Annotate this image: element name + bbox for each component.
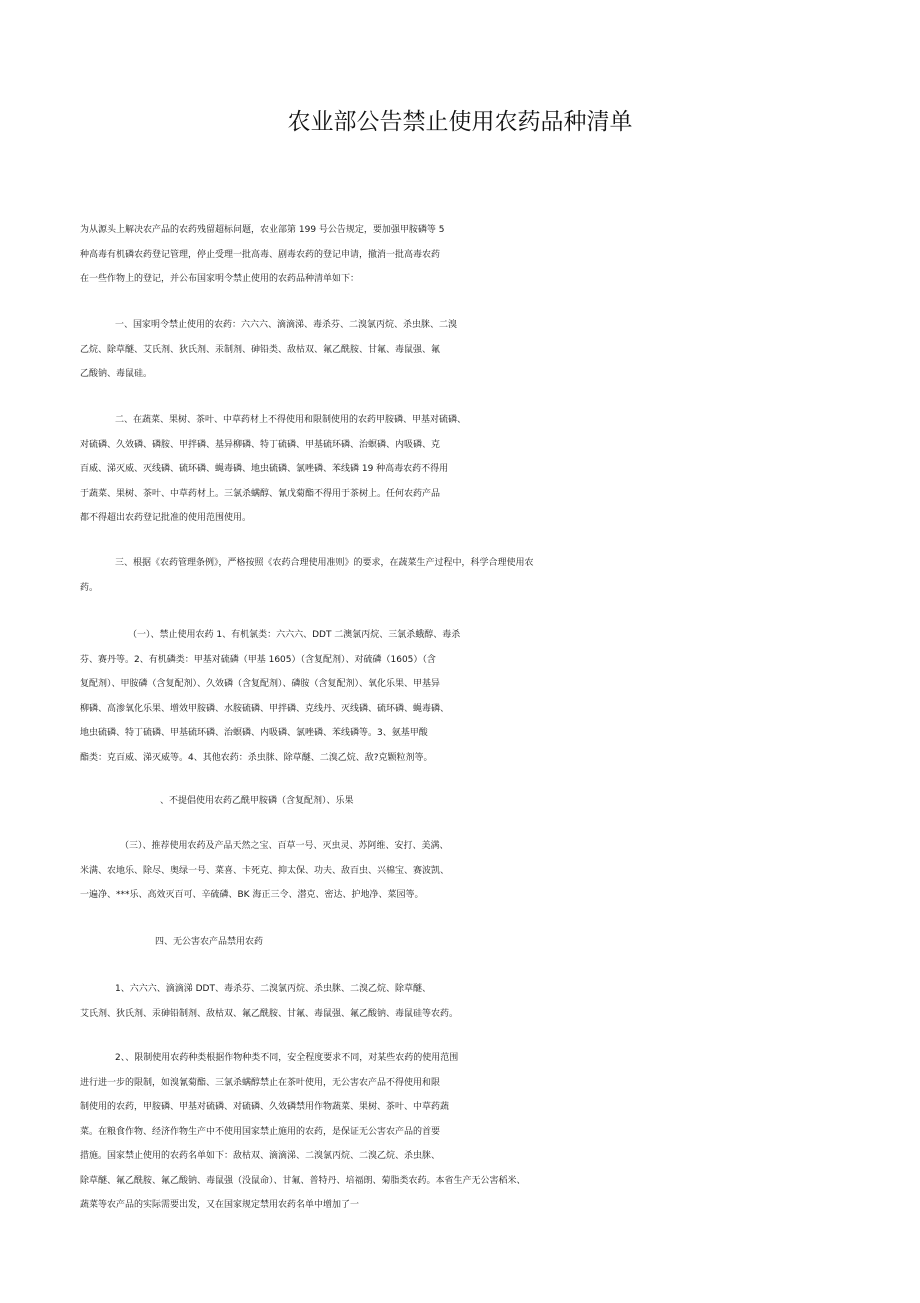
text-line: 乙烷、除草醚、艾氏剂、狄氏剂、汞制剂、砷铅类、敌枯双、氟乙酰胺、甘氟、毒鼠强、氟 bbox=[80, 344, 441, 355]
text-line: 柳磷、高渗氧化乐果、增效甲胺磷、水胺硫磷、甲拌磷、克线丹、灭线磷、硫环磷、蝇毒磷、 bbox=[80, 703, 450, 714]
text-line: 一遍净、***乐、高效灭百可、辛硫磷、BK 海正三令、潜克、密达、护地净、菜园等。 bbox=[80, 890, 424, 900]
text-line: 米满、农地乐、除尽、奥绿一号、菜喜、卡死克、抑太保、功夫、敌百虫、兴棉宝、赛波凯、 bbox=[80, 865, 450, 876]
section-3-3-paragraph bbox=[80, 834, 860, 908]
text-line: 酯类：克百威、涕灭威等。4、其他农药：杀虫脒、除草醚、二溴乙烷、敌?克颗粒剂等。 bbox=[80, 752, 433, 763]
text-line: 都不得超出农药登记批准的使用范围使用。 bbox=[80, 513, 252, 523]
text-line: （一）、禁止使用农药 1、有机氯类：六六六、DDT 二澳氯丙烷、三氯杀蛾醇、毒杀 bbox=[128, 630, 461, 640]
text-line: 为从源头上解决农产品的农药残留超标问题，农业部第 199 号公告规定，要加强甲胺磷等 5 bbox=[80, 225, 445, 235]
text-line: 药。 bbox=[80, 582, 99, 593]
section-4-2-paragraph bbox=[80, 1046, 860, 1218]
text-line: 百威、涕灭威、灭线磷、硫环磷、蝇毒磷、地虫硫磷、氯唑磷、苯线磷 19 种高毒农药不得用 bbox=[80, 464, 449, 474]
text-line: 除草醚、氟乙酰胺、氟乙酸钠、毒鼠强（没鼠命）、甘氟、普特丹、培福朗、菊脂类农药。本省生产无公害稻米、 bbox=[80, 1175, 526, 1186]
intro-paragraph bbox=[80, 218, 860, 292]
text-line: 对硫磷、久效磷、磷胺、甲拌磷、基异柳磷、特丁硫磷、甲基硫环磷、治螟磷、内吸磷、克 bbox=[80, 439, 441, 450]
section-heading: 四、无公害农产品禁用农药 bbox=[155, 937, 264, 947]
section-3-paragraph bbox=[80, 551, 860, 600]
text-line: 三、根据《农药管理条例》，严格按照《农药合理使用准则》的要求，在蔬菜生产过程中，科学合理使用农 bbox=[115, 558, 534, 568]
text-line: 菜。在粮食作物、经济作物生产中不使用国家禁止施用的农药，是保证无公害农产品的首要 bbox=[80, 1126, 441, 1137]
text-line: 蔬菜等农产品的实际需要出发，又在国家规定禁用农药名单中增加了一 bbox=[80, 1200, 360, 1210]
text-line: 乙酸钠、毒鼠硅。 bbox=[80, 369, 153, 379]
text-line: 2、、限制使用农药种类根据作物种类不同，安全程度要求不同，对某些农药的使用范围 bbox=[115, 1053, 459, 1063]
text-line: （三）、推荐使用农药及产品天然之宝、百草一号、灭虫灵、苏阿维、安打、美满、 bbox=[120, 841, 449, 851]
text-line: 地虫硫磷、特丁硫磷、甲基硫环磷、治螟磷、内吸磷、氯唑磷、苯线磷等。3、氨基甲酸 bbox=[80, 728, 428, 738]
document-title: 农业部公告禁止使用农药品种清单 bbox=[287, 109, 633, 135]
text-line: 芬、赛丹等。2、有机磷类：甲基对硫磷（甲基 1605）（含复配剂）、对硫磷（1605）（含 bbox=[80, 654, 436, 665]
text-line: 进行进一步的限制，如溴氰菊酯、三氯杀螨醇禁止在茶叶使用，无公害农产品不得使用和限 bbox=[80, 1077, 441, 1088]
section-4-heading bbox=[80, 930, 860, 955]
text-line: 、不提倡使用农药乙酰甲胺磷（含复配剂）、乐果 bbox=[160, 796, 354, 806]
section-4-1-paragraph bbox=[80, 977, 860, 1026]
text-line: 于蔬菜、果树、茶叶、中草药材上。三氯杀螨醇、氰戊菊酯不得用于茶树上。任何农药产品 bbox=[80, 488, 441, 499]
section-3-1-paragraph bbox=[80, 623, 860, 770]
text-line: 在一些作物上的登记，并公布国家明令禁止使用的农药品种清单如下： bbox=[80, 274, 360, 284]
text-line: 一、国家明令禁止使用的农药：六六六、滴滴涕、毒杀芬、二溴氯丙烷、杀虫脒、二溴 bbox=[115, 320, 458, 330]
section-2-paragraph bbox=[80, 408, 860, 531]
section-1-paragraph bbox=[80, 313, 860, 387]
section-3-2-paragraph bbox=[80, 789, 860, 814]
text-line: 1、六六六、滴滴涕 DDT、毒杀芬、二溴氯丙烷、杀虫脒、二溴乙烷、除草醚、 bbox=[115, 984, 431, 994]
text-line: 种高毒有机磷农药登记管理，停止受理一批高毒、剧毒农药的登记申请，撤消一批高毒农药 bbox=[80, 249, 441, 260]
text-line: 措施。国家禁止使用的农药名单如下：敌枯双、滴滴涕、二溴氯丙烷、二溴乙烷、杀虫脒、 bbox=[80, 1151, 441, 1161]
text-line: 艾氏剂、狄氏剂、汞砷铅制剂、敌枯双、氟乙酰胺、甘氟、毒鼠强、氟乙酸钠、毒鼠硅等农药。 bbox=[80, 1008, 459, 1019]
text-line: 二、在蔬菜、果树、茶叶、中草药材上不得使用和限制使用的农药甲胺磷、甲基对硫磷、 bbox=[115, 415, 467, 425]
text-line: 制使用的农药，甲胺磷、甲基对硫磷、对硫磷、久效磷禁用作物蔬菜、果树、茶叶、中草药蔬 bbox=[80, 1102, 450, 1112]
text-line: 复配剂）、甲胺磷（含复配剂）、久效磷（含复配剂）、磷胺（含复配剂）、氧化乐果、甲基异 bbox=[80, 679, 441, 689]
